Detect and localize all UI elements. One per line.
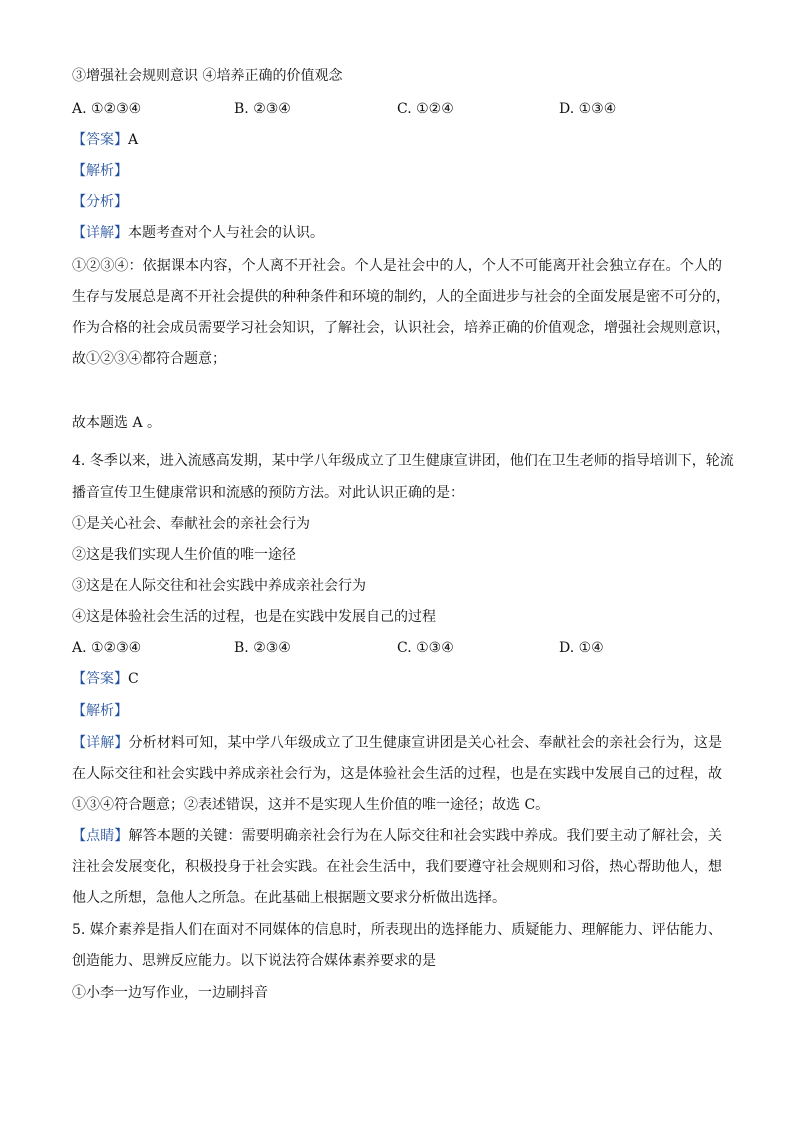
q4-answer [72,670,139,688]
q4-option-c: C. ①③④ [397,640,454,656]
q5-stem-line: 5. 媒介素养是指人们在面对不同媒体的信息时，所表现出的选择能力、质疑能力、理解能力、评估能力、 [72,922,722,938]
q3-option-a: A. ①②③④ [72,101,142,117]
q4-option-d: D. ①④ [559,640,604,656]
detail-tag: 【详解】 [72,735,129,751]
answer-tag: 【答案】 [72,671,128,687]
q3-detail-line: 作为合格的社会成员需要学习社会知识，了解社会，认识社会，培养正确的价值观念，增强社会规则意识， [72,320,730,336]
q5-item: ①小李一边写作业，一边刷抖音 [72,985,268,1001]
q3-detail-intro [72,224,324,242]
q3-detail-line: ①②③④：依据课本内容，个人离不开社会。个人是社会中的人，个人不可能离开社会独立存在。个人的 [72,258,722,274]
q3-items-line: ③增强社会规则意识 ④培养正确的价值观念 [72,68,343,84]
tip-text: 解答本题的关键：需要明确亲社会行为在人际交往和社会实践中养成。我们要主动了解社会，关 [128,828,723,844]
q3-answer [72,131,138,149]
q3-option-d: D. ①③④ [559,101,617,117]
q4-option-a: A. ①②③④ [72,640,142,656]
q3-fenxi-tag: 【分析】 [72,194,128,210]
answer-tag: 【答案】 [72,132,128,148]
answer-value: C [128,671,139,687]
q4-item: ①是关心社会、奉献社会的亲社会行为 [72,516,310,532]
detail-text: 分析材料可知，某中学八年级成立了卫生健康宣讲团是关心社会、奉献社会的亲社会行为，这是 [128,735,723,751]
q4-item: ②这是我们实现人生价值的唯一途径 [72,547,296,563]
q5-stem-line: 创造能力、思辨反应能力。以下说法符合媒体素养要求的是 [72,953,436,969]
q4-detail-line [72,734,722,752]
q4-tip-line [72,827,722,845]
answer-value: A [128,132,139,148]
q4-detail-line: ①③④符合题意；②表述错误，这并不是实现人生价值的唯一途径；故选 C。 [72,797,550,813]
q3-option-b: B. ②③④ [234,101,291,117]
q3-detail-line: 故①②③④都符合题意； [72,351,226,367]
q3-detail-line: 生存与发展总是离不开社会提供的种种条件和环境的制约，人的全面进步与社会的全面发展是密不可分的， [72,289,730,305]
q3-analysis-tag: 【解析】 [72,163,128,179]
q4-option-b: B. ②③④ [234,640,291,656]
q3-conclusion: 故本题选 A 。 [72,415,162,431]
q4-stem-line: 播音宣传卫生健康常识和流感的预防方法。对此认识正确的是： [72,485,464,501]
q4-tip-line: 他人之所想，急他人之所急。在此基础上根据题文要求分析做出选择。 [72,890,506,906]
q4-detail-line: 在人际交往和社会实践中养成亲社会行为，这是体验社会生活的过程，也是在实践中发展自己的过程，故 [72,766,722,782]
q4-tip-line: 注社会发展变化，积极投身于社会实践。在社会生活中，我们要遵守社会规则和习俗，热心帮助他人，想 [72,859,722,875]
q4-analysis-tag: 【解析】 [72,703,128,719]
detail-tag: 【详解】 [72,225,128,241]
q4-item: ③这是在人际交往和社会实践中养成亲社会行为 [72,578,366,594]
tip-tag: 【点睛】 [72,828,129,844]
q4-item: ④这是体验社会生活的过程，也是在实践中发展自己的过程 [72,609,436,625]
q3-option-c: C. ①②④ [397,101,454,117]
q4-stem-line: 4. 冬季以来，进入流感高发期，某中学八年级成立了卫生健康宣讲团，他们在卫生老师的指导培训下，轮流 [72,453,734,469]
detail-intro-text: 本题考查对个人与社会的认识。 [128,225,324,241]
